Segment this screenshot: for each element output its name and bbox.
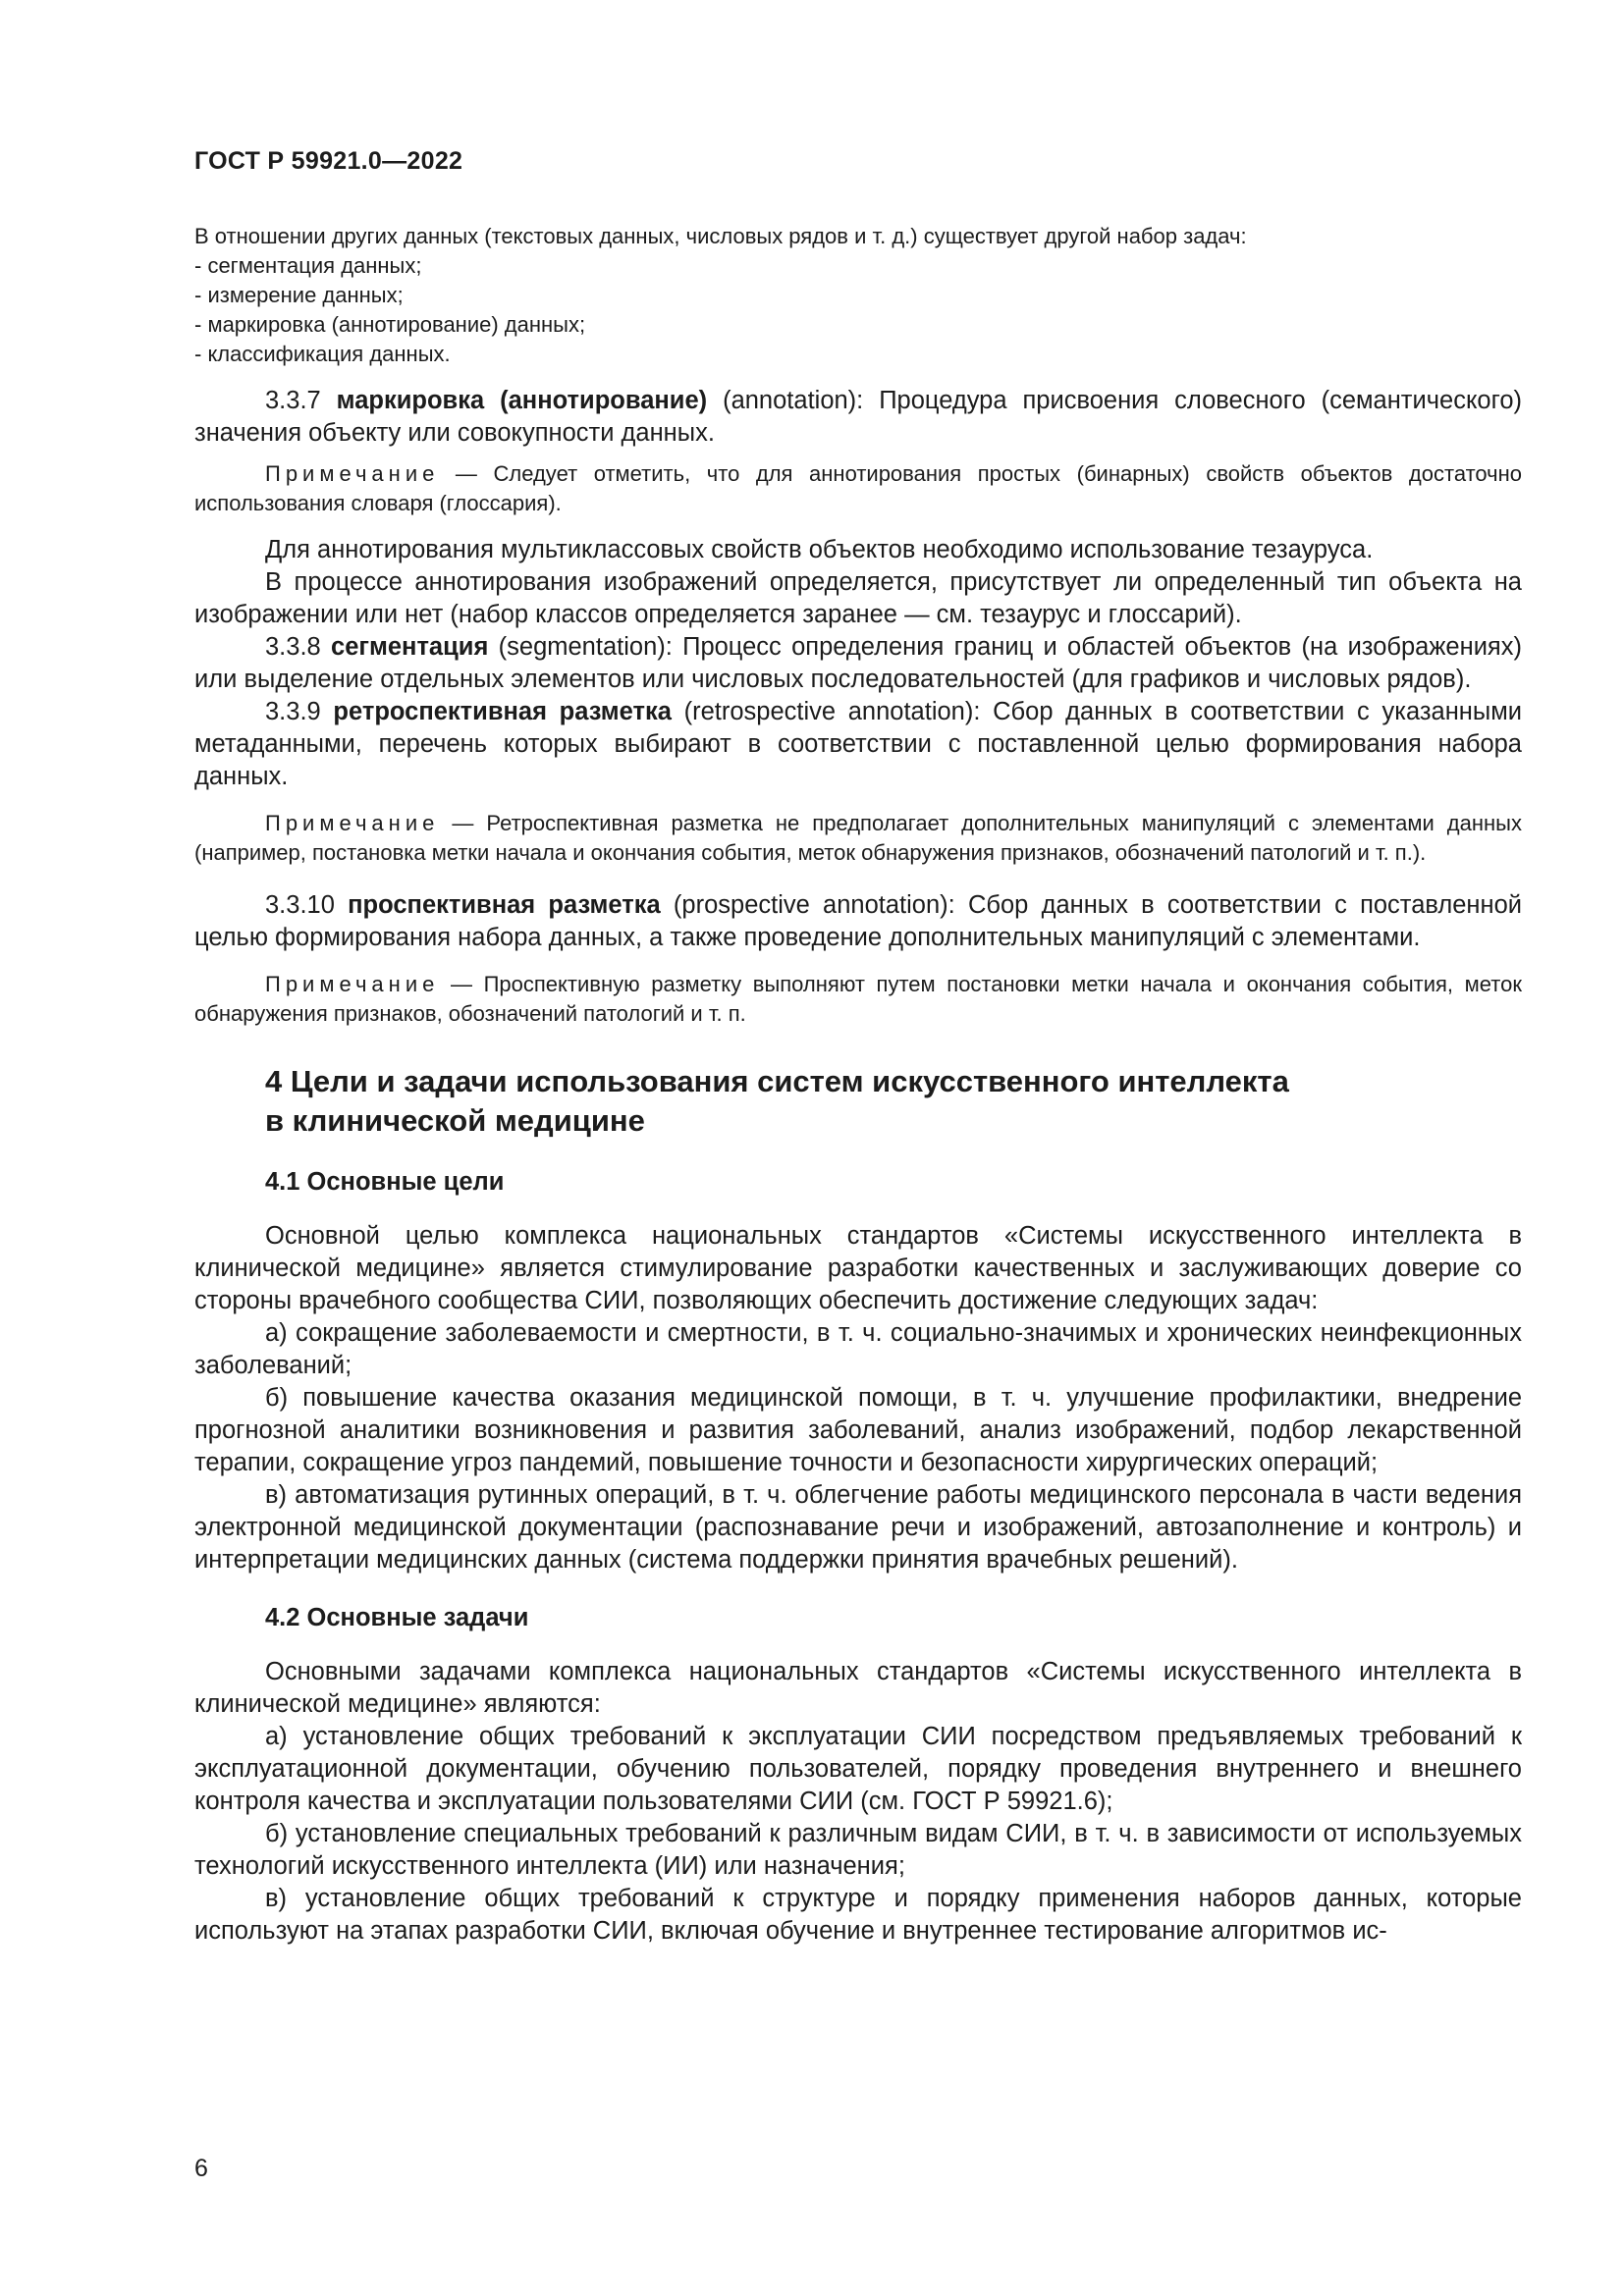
paragraph: Основными задачами комплекса национальных стандартов «Системы искусственного интеллекта в клинической медицине» являются: bbox=[194, 1658, 1522, 1718]
note-text: — Проспективную разметку выполняют путем постановки метки начала и окончания события, меток обнаружения признаков, обозначений патологий и т. п. bbox=[194, 972, 1522, 1026]
note-label: Примечание bbox=[265, 972, 440, 996]
term-number: 3.3.7 bbox=[265, 387, 321, 414]
document-header: ГОСТ Р 59921.0—2022 bbox=[194, 147, 463, 175]
section-title-line: 4 Цели и задачи использования систем искусственного интеллекта bbox=[265, 1064, 1289, 1098]
list-item: - сегментация данных; bbox=[194, 253, 422, 278]
subsection-4-1-heading: 4.1 Основные цели bbox=[265, 1168, 505, 1196]
paragraph: В процессе аннотирования изображений определяется, присутствует ли определенный тип объекта на изображении или нет (набор классов определяется заранее — см. тезаурус и глоссарий). bbox=[194, 568, 1522, 628]
term-name: ретроспективная разметка bbox=[333, 698, 672, 725]
term-number: 3.3.9 bbox=[265, 698, 321, 725]
term-number: 3.3.8 bbox=[265, 633, 321, 661]
note-label: Примечание bbox=[265, 811, 440, 835]
list-item: в) автоматизация рутинных операций, в т. ч. облегчение работы медицинского персонала в части ведения электронной медицинской документации (распознавание речи и изображений, автозаполнение и контроль) и интерпретации медицинских данных (система поддержки принятия врачебных решений). bbox=[194, 1481, 1522, 1574]
list-item: - измерение данных; bbox=[194, 283, 404, 307]
subsection-4-2-heading: 4.2 Основные задачи bbox=[265, 1604, 529, 1631]
section-title-line: в клинической медицине bbox=[265, 1103, 645, 1138]
intro-paragraph: В отношении других данных (текстовых данных, числовых рядов и т. д.) существует другой набор задач: bbox=[194, 224, 1247, 248]
note-text: — Ретроспективная разметка не предполагает дополнительных манипуляций с элементами данных (например, постановка метки начала и окончания события, меток обнаружения признаков, обозначений патологий и т. п.). bbox=[194, 811, 1522, 865]
task-list bbox=[194, 251, 1522, 369]
term-definition: (retrospective annotation): Сбор данных в соответствии с указанными метаданными, перечень которых выбирают в соответствии с поставленной целью формирования набора данных. bbox=[194, 698, 1522, 790]
list-item: а) сокращение заболеваемости и смертности, в т. ч. социально-значимых и хронических неинфекционных заболеваний; bbox=[194, 1319, 1522, 1379]
note-label: Примечание bbox=[265, 461, 440, 486]
page-number: 6 bbox=[194, 2155, 208, 2182]
note-3-3-9 bbox=[194, 809, 1522, 868]
term-name: проспективная разметка bbox=[348, 891, 661, 919]
paragraph: Основной целью комплекса национальных стандартов «Системы искусственного интеллекта в клинической медицине» является стимулирование разработки качественных и заслуживающих доверие со стороны врачебного сообщества СИИ, позволяющих обеспечить достижение следующих задач: bbox=[194, 1222, 1522, 1314]
term-3-3-8 bbox=[194, 631, 1522, 696]
term-definition: (segmentation): Процесс определения границ и областей объектов (на изображениях) или выделение отдельных элементов или числовых последовательностей (для графиков и числовых рядов). bbox=[194, 633, 1522, 693]
list-item: б) установление специальных требований к различным видам СИИ, в т. ч. в зависимости от используемых технологий искусственного интеллекта (ИИ) или назначения; bbox=[194, 1820, 1522, 1880]
list-item: - классификация данных. bbox=[194, 342, 451, 366]
section-4-heading bbox=[265, 1062, 1463, 1141]
note-3-3-10 bbox=[194, 970, 1522, 1029]
term-name: маркировка (аннотирование) bbox=[336, 387, 708, 414]
term-3-3-10 bbox=[194, 889, 1522, 954]
list-item: а) установление общих требований к эксплуатации СИИ посредством предъявляемых требований к эксплуатационной документации, обучению пользователей, порядку проведения внутреннего и внешнего контроля качества и эксплуатации пользователями СИИ (см. ГОСТ Р 59921.6); bbox=[194, 1723, 1522, 1815]
term-number: 3.3.10 bbox=[265, 891, 335, 919]
term-definition: (annotation): Процедура присвоения словесного (семантического) значения объекту или совокупности данных. bbox=[194, 387, 1522, 447]
paragraph: Для аннотирования мультиклассовых свойств объектов необходимо использование тезауруса. bbox=[265, 536, 1374, 563]
term-definition: (prospective annotation): Сбор данных в соответствии с поставленной целью формирования набора данных, а также проведение дополнительных манипуляций с элементами. bbox=[194, 891, 1522, 951]
list-item: - маркировка (аннотирование) данных; bbox=[194, 312, 586, 337]
page-content bbox=[194, 222, 1522, 1948]
note-text: — Следует отметить, что для аннотирования простых (бинарных) свойств объектов достаточно использования словаря (глоссария). bbox=[194, 461, 1522, 515]
note-3-3-7 bbox=[194, 459, 1522, 518]
term-3-3-7 bbox=[194, 385, 1522, 450]
term-name: сегментация bbox=[331, 633, 489, 661]
list-item: б) повышение качества оказания медицинской помощи, в т. ч. улучшение профилактики, внедрение прогнозной аналитики возникновения и развития заболеваний, анализ изображений, подбор лекарственной терапии, сокращение угроз пандемий, повышение точности и безопасности хирургических операций; bbox=[194, 1384, 1522, 1476]
term-3-3-9 bbox=[194, 696, 1522, 793]
list-item: в) установление общих требований к структуре и порядку применения наборов данных, которые используют на этапах разработки СИИ, включая обучение и внутреннее тестирование алгоритмов ис- bbox=[194, 1885, 1522, 1945]
